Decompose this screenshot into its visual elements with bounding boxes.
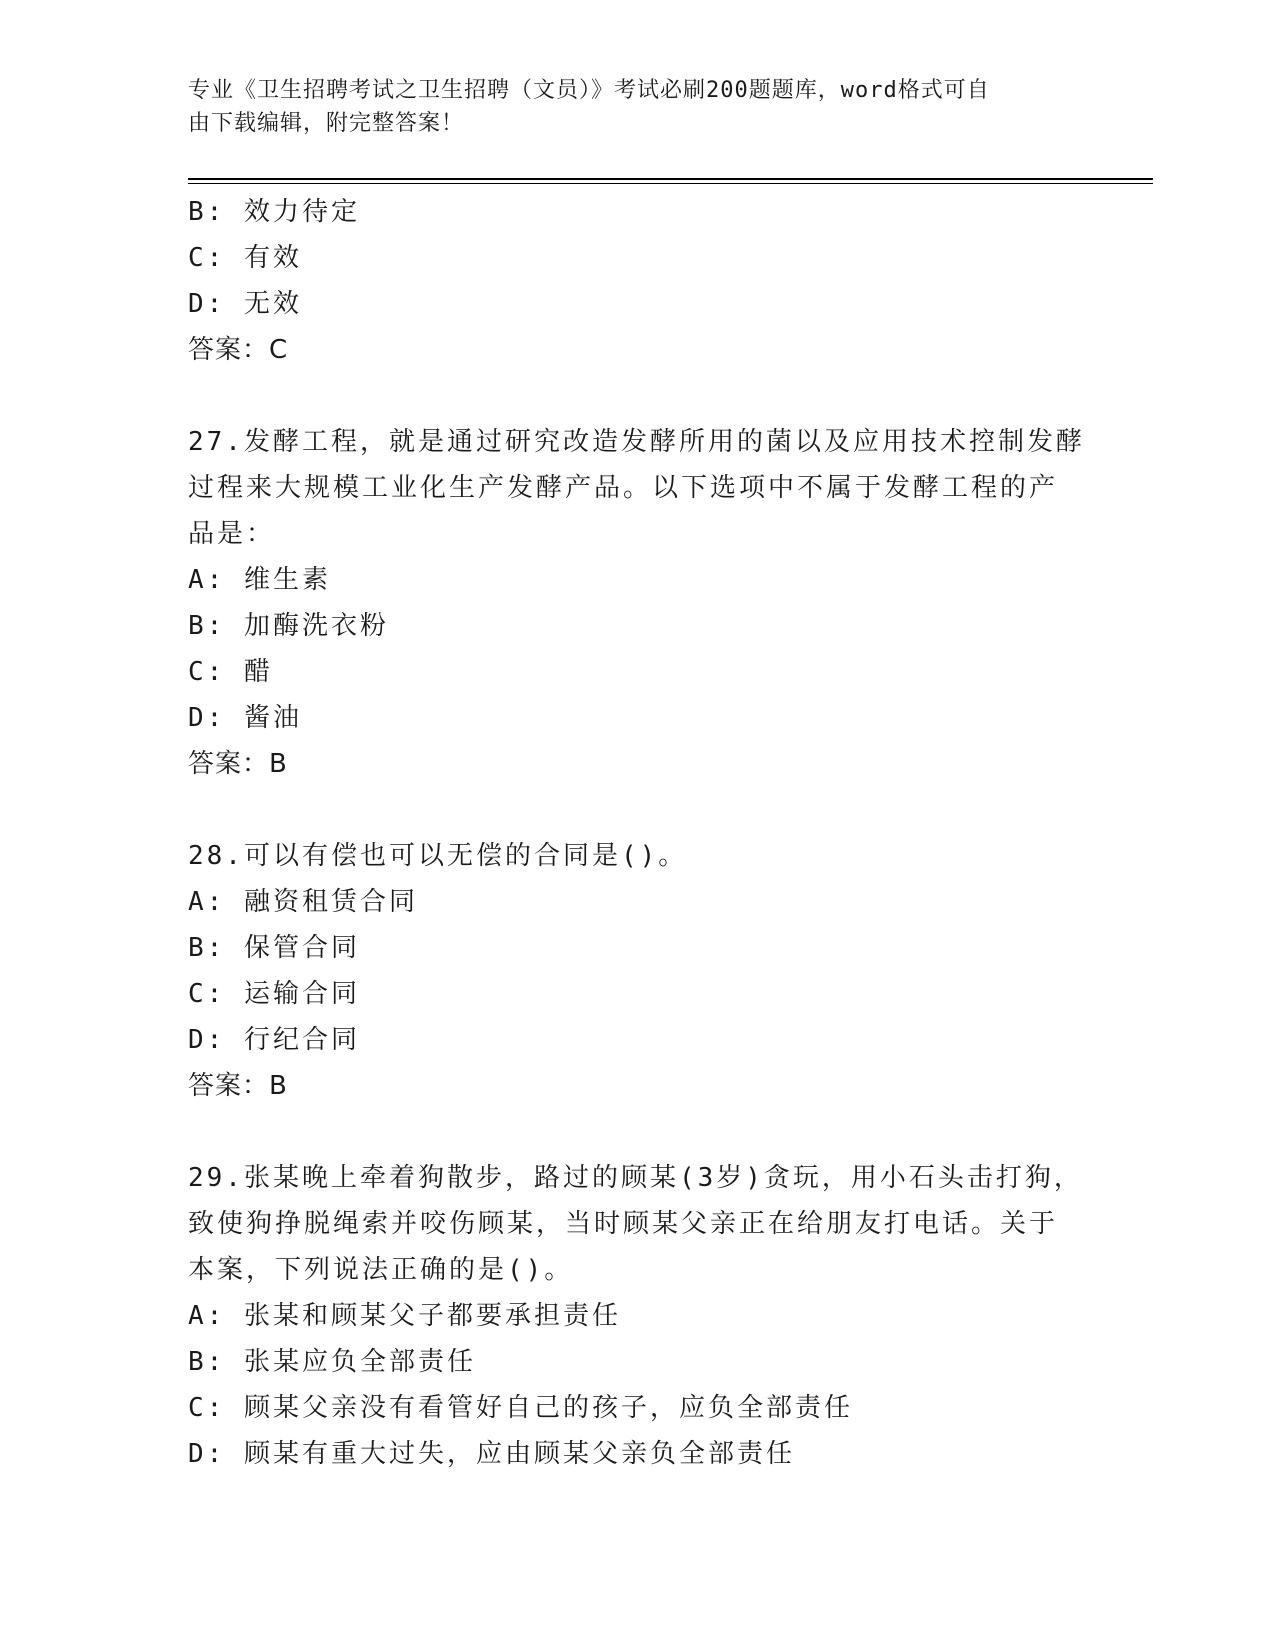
option-d: D: 顾某有重大过失，应由顾某父亲负全部责任: [188, 1439, 795, 1469]
question-29: [188, 1155, 1088, 1477]
option-a: A: 维生素: [188, 565, 331, 595]
option-c: C: 运输合同: [188, 979, 360, 1009]
option-a: A: 张某和顾某父子都要承担责任: [188, 1301, 621, 1331]
question-text-line: 27.发酵工程，就是通过研究改造发酵所用的菌以及应用技术控制发酵: [188, 427, 1085, 457]
page-header: [188, 74, 1068, 140]
option-c: C: 有效: [188, 243, 302, 273]
question-text-line: 致使狗挣脱绳索并咬伤顾某，当时顾某父亲正在给朋友打电话。关于: [188, 1209, 1059, 1239]
answer-line: 答案：C: [188, 335, 289, 365]
question-list: [188, 189, 1088, 1477]
header-divider-thin: [188, 183, 1153, 184]
question-text-line: 本案，下列说法正确的是()。: [188, 1255, 574, 1285]
option-b: B: 保管合同: [188, 933, 360, 963]
option-c: C: 醋: [188, 657, 273, 687]
question-text-line: 品是：: [188, 519, 276, 549]
option-a: A: 融资租赁合同: [188, 887, 418, 917]
spacer: [188, 1109, 1088, 1155]
spacer: [188, 373, 1088, 419]
question-27: [188, 419, 1088, 787]
option-d: D: 无效: [188, 289, 302, 319]
question-28: [188, 833, 1088, 1109]
header-title-line-1: 专业《卫生招聘考试之卫生招聘（文员）》考试必刷200题题库，word格式可自: [188, 78, 990, 103]
option-b: B: 张某应负全部责任: [188, 1347, 476, 1377]
option-d: D: 酱油: [188, 703, 302, 733]
option-c: C: 顾某父亲没有看管好自己的孩子，应负全部责任: [188, 1393, 853, 1423]
option-d: D: 行纪合同: [188, 1025, 360, 1055]
answer-line: 答案：B: [188, 1071, 288, 1101]
spacer: [188, 787, 1088, 833]
header-divider-thick: [188, 178, 1153, 180]
answer-line: 答案：B: [188, 749, 288, 779]
header-title-line-2: 由下载编辑，附完整答案！: [188, 111, 465, 136]
question-text-line: 28.可以有偿也可以无偿的合同是()。: [188, 841, 688, 871]
option-b: B: 加酶洗衣粉: [188, 611, 389, 641]
question-text-line: 29.张某晚上牵着狗散步，路过的顾某(3岁)贪玩，用小石头击打狗，: [188, 1163, 1083, 1193]
question-carryover: [188, 189, 1088, 373]
option-b: B: 效力待定: [188, 197, 360, 227]
question-text-line: 过程来大规模工业化生产发酵产品。以下选项中不属于发酵工程的产: [188, 473, 1059, 503]
